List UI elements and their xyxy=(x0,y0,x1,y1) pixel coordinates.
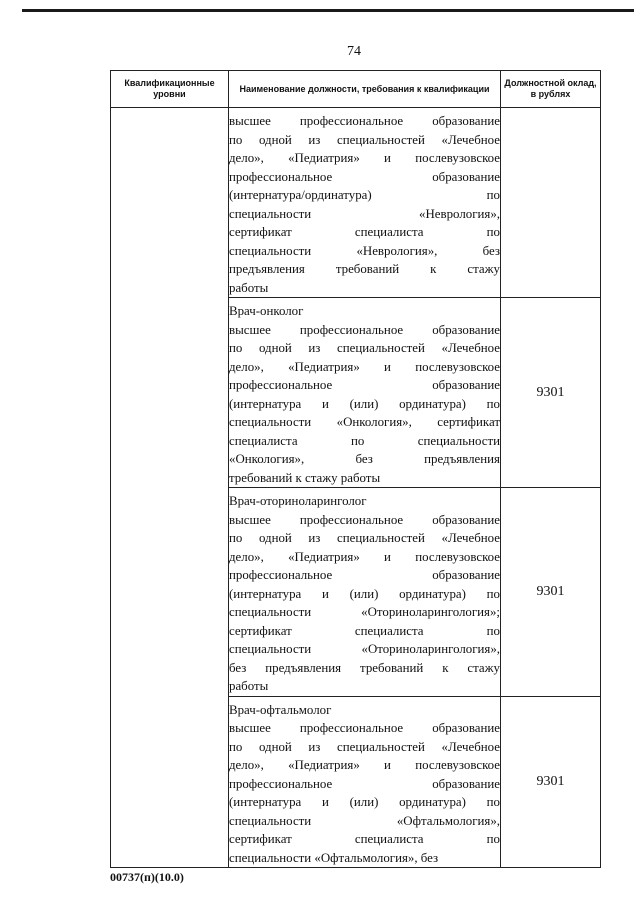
description-cell xyxy=(229,298,501,488)
description-line: профессиональное образование xyxy=(229,378,500,392)
description-line: без предъявления требований к стажу xyxy=(229,660,500,675)
description-line: специалиста по специальности xyxy=(229,433,500,448)
description-cell xyxy=(229,488,501,697)
table-row xyxy=(111,108,601,298)
description-line: специальности «Онкология», сертификат xyxy=(229,415,500,429)
description-lines xyxy=(229,697,500,868)
description-line: дело», «Педиатрия» и послевузовское xyxy=(229,758,500,772)
description-line: дело», «Педиатрия» и послевузовское xyxy=(229,151,500,165)
description-line: по одной из специальностей «Лечебное xyxy=(229,531,500,545)
page-number: 74 xyxy=(347,44,361,59)
description-line: профессиональное образование xyxy=(229,169,500,184)
description-cell xyxy=(229,696,501,868)
description-line: Врач-офтальмолог xyxy=(229,702,332,717)
description-line: высшее профессиональное образование xyxy=(229,114,500,128)
description-line: (интернатура/ординатура) по xyxy=(229,188,500,202)
table-header xyxy=(111,71,601,108)
description-line: специальности «Неврология», без xyxy=(229,243,500,258)
description-line: специальности «Офтальмология», без xyxy=(229,850,439,865)
description-line: (интернатура и (или) ординатура) по xyxy=(229,586,500,601)
description-line: высшее профессиональное образование xyxy=(229,512,500,527)
description-line: (интернатура и (или) ординатура) по xyxy=(229,795,500,809)
description-line: сертификат специалиста по xyxy=(229,623,500,638)
description-line: работы xyxy=(229,280,269,295)
description-line: профессиональное образование xyxy=(229,776,500,791)
description-line: Врач-оториноларинголог xyxy=(229,494,367,508)
description-line: дело», «Педиатрия» и послевузовское xyxy=(229,549,500,564)
qualification-table xyxy=(110,70,601,868)
description-line: по одной из специальностей «Лечебное xyxy=(229,132,500,147)
description-line: специальности «Неврология», xyxy=(229,206,500,221)
description-cell xyxy=(229,108,501,298)
description-line: сертификат специалиста по xyxy=(229,832,500,846)
description-line: сертификат специалиста по xyxy=(229,225,500,239)
description-line: специальности «Офтальмология», xyxy=(229,813,500,828)
level-cell xyxy=(111,108,229,868)
description-line: «Онкология», без предъявления xyxy=(229,452,500,466)
description-line: требований к стажу работы xyxy=(229,470,381,485)
description-line: дело», «Педиатрия» и послевузовское xyxy=(229,359,500,374)
description-line: профессиональное образование xyxy=(229,568,500,582)
description-line: высшее профессиональное образование xyxy=(229,721,500,735)
description-lines xyxy=(229,298,500,487)
header-level: Квалификационные уровни xyxy=(111,71,229,108)
description-line: высшее профессиональное образование xyxy=(229,322,500,337)
description-lines xyxy=(229,108,500,297)
description-line: специальности «Оториноларингология»; xyxy=(229,605,500,619)
description-line: по одной из специальностей «Лечебное xyxy=(229,739,500,754)
description-line: (интернатура и (или) ординатура) по xyxy=(229,396,500,411)
description-lines xyxy=(229,488,500,696)
salary-cell: 9301 xyxy=(501,488,601,697)
header-salary: Должностной оклад, в рублях xyxy=(501,71,601,108)
description-line: работы xyxy=(229,679,269,693)
header-description: Наименование должности, требования к квалификации xyxy=(229,71,501,108)
salary-cell: 9301 xyxy=(501,696,601,868)
description-line: предъявления требований к стажу xyxy=(229,262,500,276)
description-line: специальности «Оториноларингология», xyxy=(229,642,500,656)
top-rule xyxy=(22,9,634,12)
table-body xyxy=(111,108,601,868)
document-code: 00737(п)(10.0) xyxy=(110,870,184,884)
description-line: по одной из специальностей «Лечебное xyxy=(229,341,500,355)
salary-cell: 9301 xyxy=(501,298,601,488)
description-line: Врач-онколог xyxy=(229,304,304,318)
salary-cell xyxy=(501,108,601,298)
